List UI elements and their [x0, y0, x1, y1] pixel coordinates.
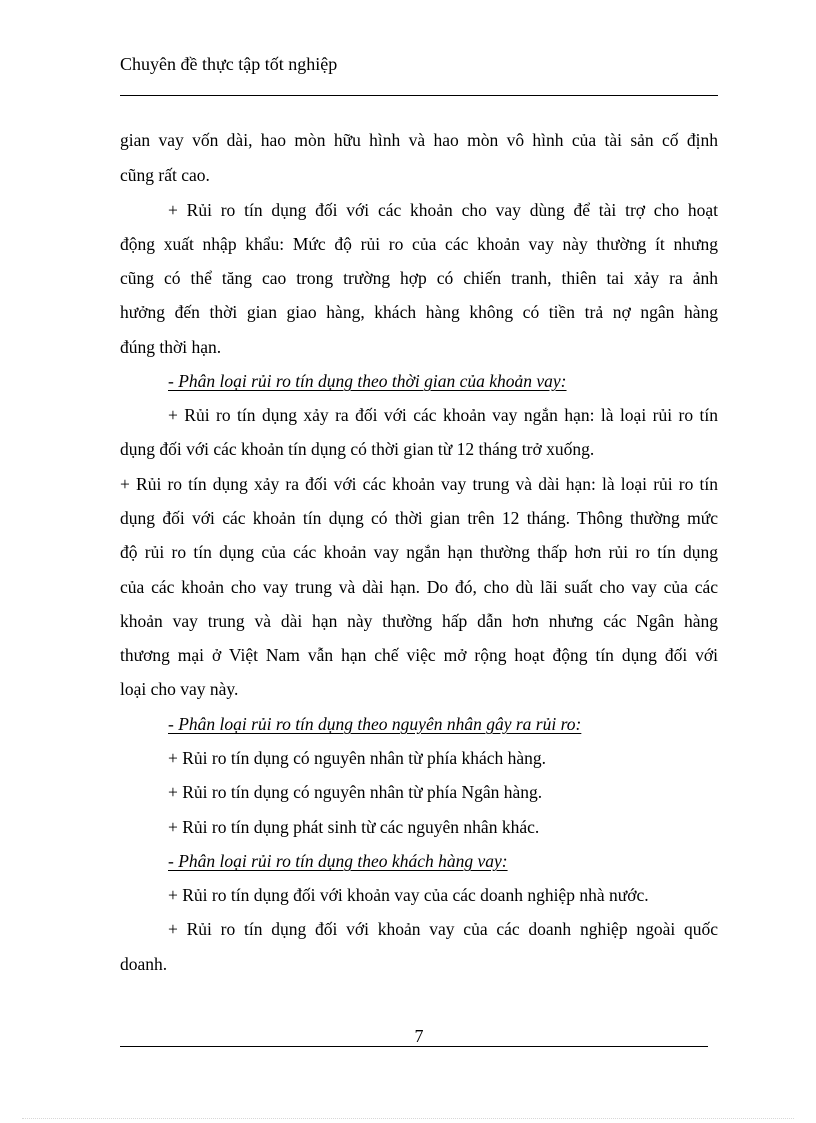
paragraph-line: cũng rất cao.	[120, 165, 210, 185]
paragraph-line: dụng đối với các khoản tín dụng có thời gian trên 12 tháng. Thông thường mức	[120, 508, 718, 528]
paragraph-line: + Rủi ro tín dụng đối với các khoản cho vay dùng để tài trợ cho hoạt	[168, 200, 718, 220]
paragraph-line: dụng đối với các khoản tín dụng có thời gian từ 12 tháng trở xuống.	[120, 439, 595, 459]
bullet-line: + Rủi ro tín dụng đối với khoản vay của các doanh nghiệp nhà nước.	[168, 885, 649, 905]
paragraph-line: độ rủi ro tín dụng của các khoản vay ngắn hạn thường thấp hơn rủi ro tín dụng	[120, 542, 718, 562]
header-divider	[120, 95, 718, 96]
footer-divider	[120, 1046, 708, 1047]
header-title: Chuyên đề thực tập tốt nghiệp	[120, 54, 338, 74]
paragraph-line: + Rủi ro tín dụng đối với khoản vay của các doanh nghiệp ngoài quốc	[168, 919, 718, 939]
page-edge-divider	[22, 1118, 794, 1119]
page-number: 7	[414, 1026, 424, 1046]
paragraph-line: loại cho vay này.	[120, 679, 239, 699]
paragraph-line: thương mại ở Việt Nam vẫn hạn chế việc mở rộng hoạt động tín dụng đối với	[120, 645, 718, 665]
paragraph-line: cũng có thể tăng cao trong trường hợp có chiến tranh, thiên tai xảy ra ảnh	[120, 268, 718, 288]
bullet-line: + Rủi ro tín dụng có nguyên nhân từ phía Ngân hàng.	[168, 782, 543, 802]
bullet-line: + Rủi ro tín dụng có nguyên nhân từ phía khách hàng.	[168, 748, 547, 768]
paragraph-line: hưởng đến thời gian giao hàng, khách hàng không có tiền trả nợ ngân hàng	[120, 302, 718, 322]
paragraph-line: khoản vay trung và dài hạn này thường hấp dẫn hơn nhưng các Ngân hàng	[120, 611, 718, 631]
paragraph-line: đúng thời hạn.	[120, 337, 222, 357]
paragraph-line: của các khoản cho vay trung và dài hạn. Do đó, cho dù lãi suất cho vay của các	[120, 577, 718, 597]
paragraph-line: động xuất nhập khẩu: Mức độ rủi ro của các khoản vay này thường ít nhưng	[120, 234, 718, 254]
section-heading: - Phân loại rủi ro tín dụng theo thời gian của khoản vay:	[168, 371, 567, 391]
section-heading: - Phân loại rủi ro tín dụng theo nguyên nhân gây ra rủi ro:	[168, 714, 582, 734]
paragraph-line: doanh.	[120, 954, 168, 974]
paragraph-line: + Rủi ro tín dụng xảy ra đối với các khoản vay ngắn hạn: là loại rủi ro tín	[168, 405, 718, 425]
paragraph-line: + Rủi ro tín dụng xảy ra đối với các khoản vay trung và dài hạn: là loại rủi ro tín	[120, 474, 718, 494]
bullet-line: + Rủi ro tín dụng phát sinh từ các nguyên nhân khác.	[168, 817, 540, 837]
paragraph-line: gian vay vốn dài, hao mòn hữu hình và hao mòn vô hình của tài sản cố định	[120, 130, 718, 150]
section-heading: - Phân loại rủi ro tín dụng theo khách hàng vay:	[168, 851, 508, 871]
